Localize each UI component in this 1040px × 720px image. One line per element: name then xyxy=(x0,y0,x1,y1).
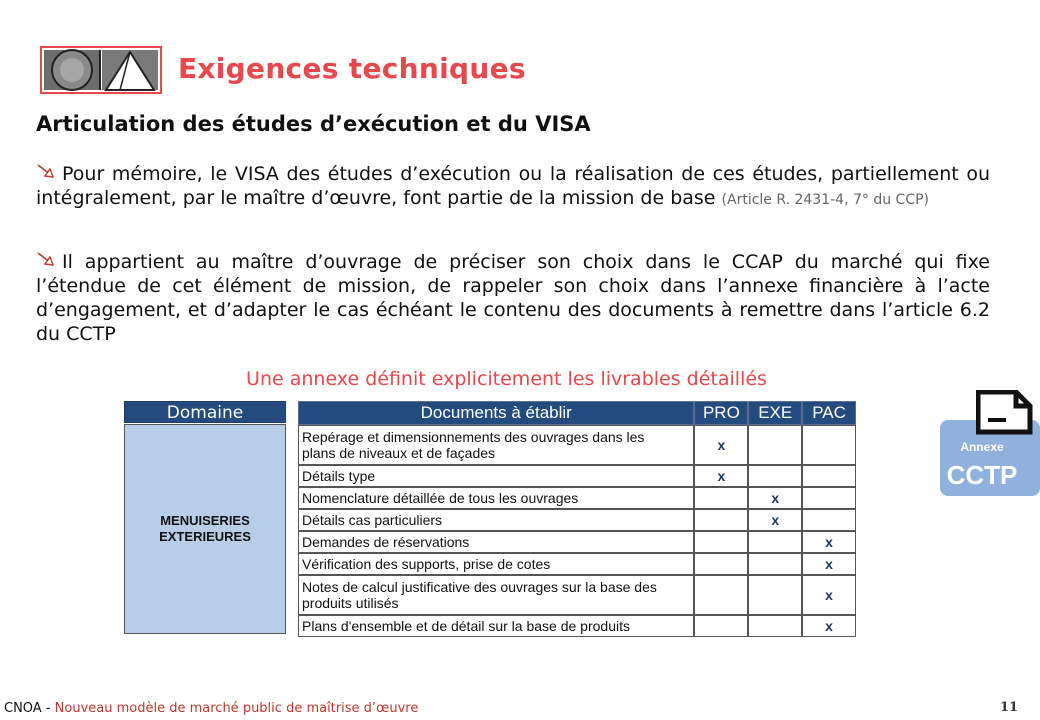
footer-text: Nouveau modèle de marché public de maîtrise d’œuvre xyxy=(54,701,419,716)
mark-pac: x xyxy=(802,615,856,637)
header-pac: PAC xyxy=(802,401,856,425)
mark-pro xyxy=(694,509,748,531)
document-cell xyxy=(298,509,694,531)
mark-pro xyxy=(694,553,748,575)
paragraph-1-ref: (Article R. 2431-4, 7° du CCP) xyxy=(721,192,929,208)
cnoa-logo xyxy=(40,46,162,94)
mark-exe xyxy=(748,615,802,637)
page-title: Exigences techniques xyxy=(178,52,526,85)
paragraph-2 xyxy=(36,250,990,346)
table-row xyxy=(298,553,856,575)
mark-pro: x xyxy=(694,465,748,487)
header-exe: EXE xyxy=(748,401,802,425)
mark-exe xyxy=(748,531,802,553)
mark-pac: x xyxy=(802,553,856,575)
mark-pac xyxy=(802,425,856,465)
document-line: Demandes de réservations xyxy=(302,534,470,550)
mark-pro xyxy=(694,487,748,509)
domain-header: Domaine xyxy=(124,401,286,423)
table-caption: Une annexe définit explicitement les livrables détaillés xyxy=(246,368,767,390)
table-row xyxy=(298,425,856,465)
annexe-cctp-badge xyxy=(940,390,1040,500)
mark-exe xyxy=(748,575,802,615)
mark-pac xyxy=(802,487,856,509)
arrow-bullet-icon xyxy=(36,163,58,181)
mark-exe xyxy=(748,465,802,487)
domain-cell xyxy=(124,424,286,634)
deliverables-table xyxy=(298,401,856,637)
document-line: Nomenclature détaillée de tous les ouvrages xyxy=(302,490,579,506)
document-icon xyxy=(976,390,1040,440)
document-cell xyxy=(298,575,694,615)
footer-sep: - xyxy=(41,701,55,716)
section-subtitle: Articulation des études d’exécution et du VISA xyxy=(36,112,591,136)
table-row xyxy=(298,509,856,531)
page-number: 11 xyxy=(1000,700,1019,715)
document-cell xyxy=(298,487,694,509)
mark-pac xyxy=(802,509,856,531)
mark-pac xyxy=(802,465,856,487)
table-row xyxy=(298,487,856,509)
document-line: Repérage et dimensionnements des ouvrages dans les xyxy=(302,429,645,445)
table-row xyxy=(298,575,856,615)
mark-exe: x xyxy=(748,487,802,509)
paragraph-1 xyxy=(36,162,990,212)
document-line: plans de niveaux et de façades xyxy=(302,445,496,461)
document-cell xyxy=(298,425,694,465)
document-line: Détails cas particuliers xyxy=(302,512,443,528)
footer-org: CNOA xyxy=(4,701,42,716)
table-row xyxy=(298,615,856,637)
document-line: Notes de calcul justificative des ouvrages sur la base des xyxy=(302,579,657,595)
document-cell xyxy=(298,615,694,637)
cctp-label: CCTP xyxy=(946,460,1018,490)
annexe-label: Annexe xyxy=(960,440,1004,454)
document-cell xyxy=(298,465,694,487)
document-cell xyxy=(298,553,694,575)
mark-exe xyxy=(748,425,802,465)
paragraph-1-text: Pour mémoire, le VISA des études d’exécution ou la réalisation de ces études, partiellement ou intégralement, par le maître d’œuvre, font partie de la mission de base xyxy=(36,163,990,209)
arrow-bullet-icon xyxy=(36,251,58,269)
header-pro: PRO xyxy=(694,401,748,425)
document-line: Plans d'ensemble et de détail sur la base de produits xyxy=(302,618,630,634)
table-row xyxy=(298,531,856,553)
document-line: Vérification des supports, prise de cotes xyxy=(302,556,551,572)
document-cell xyxy=(298,531,694,553)
document-line: Détails type xyxy=(302,468,376,484)
footer xyxy=(4,701,418,716)
mark-exe: x xyxy=(748,509,802,531)
header-documents: Documents à établir xyxy=(298,401,694,425)
mark-pro xyxy=(694,575,748,615)
mark-pro xyxy=(694,615,748,637)
domain-value-line1: MENUISERIES xyxy=(160,513,250,528)
mark-pac: x xyxy=(802,531,856,553)
document-line: produits utilisés xyxy=(302,595,399,611)
mark-pro xyxy=(694,531,748,553)
mark-pro: x xyxy=(694,425,748,465)
mark-pac: x xyxy=(802,575,856,615)
paragraph-2-text: Il appartient au maître d’ouvrage de préciser son choix dans le CCAP du marché qui fixe l’étendue de cet élément de mission, de rappeler son choix dans l’annexe financière à l’acte d’engagement, et d’adapter le cas échéant le contenu des documents à remettre dans l’article 6.2 du CCTP xyxy=(36,251,990,345)
mark-exe xyxy=(748,553,802,575)
table-row xyxy=(298,465,856,487)
domain-value-line2: EXTERIEURES xyxy=(159,529,251,544)
